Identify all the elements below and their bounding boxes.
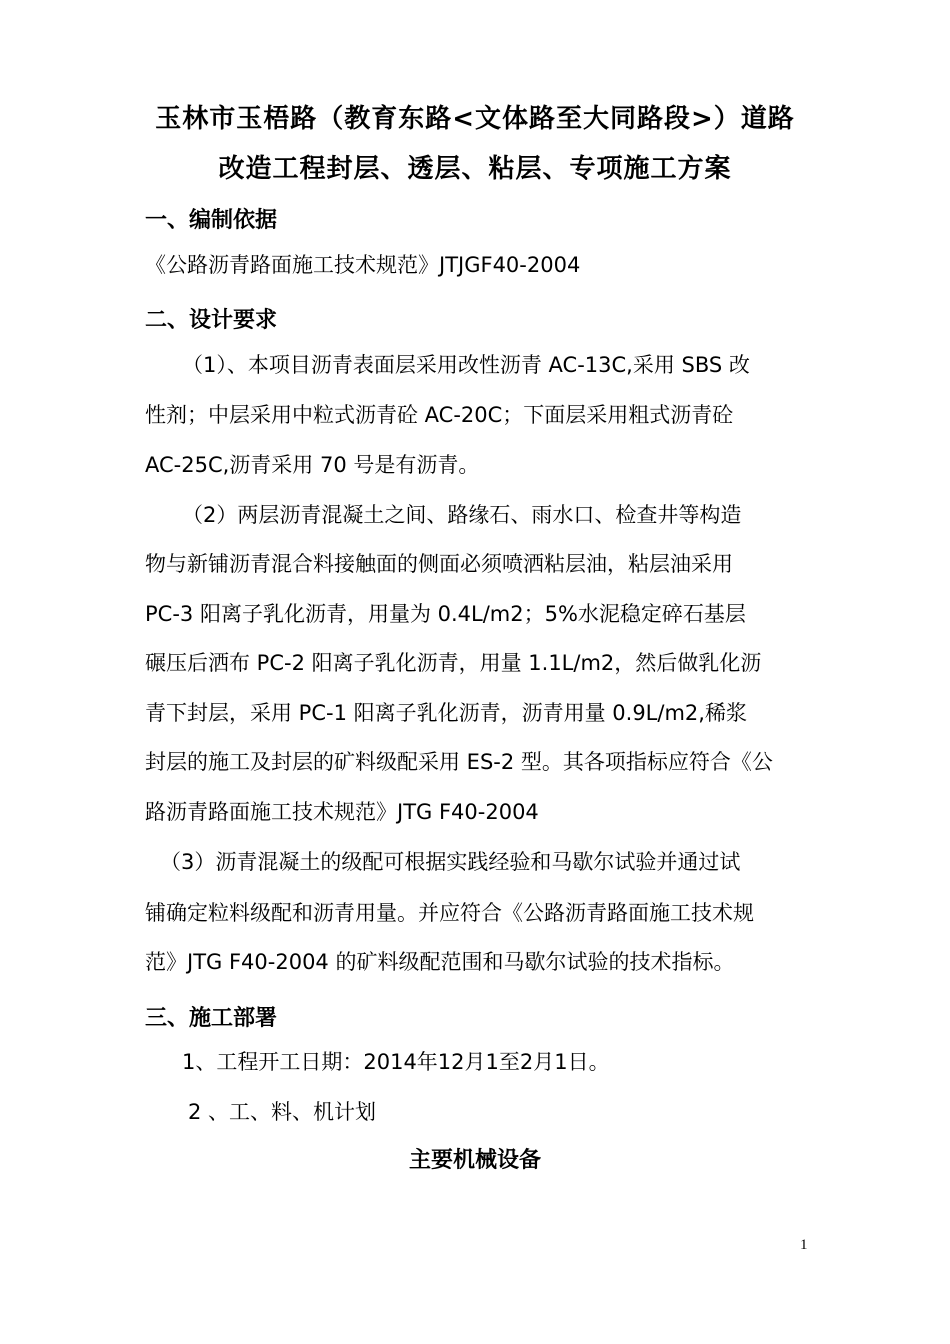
paragraph-line: AC-25C,沥青采用 70 号是有沥青。 — [145, 453, 480, 477]
paragraph-line: 范》JTG F40-2004 的矿料级配范围和马歇尔试验的技术指标。 — [145, 950, 735, 974]
list-item: 1、工程开工日期：2014年12月1至2月1日。 — [182, 1050, 610, 1074]
list-item: 2 、工、料、机计划 — [188, 1100, 377, 1124]
section-heading-basis: 一、编制依据 — [145, 208, 278, 233]
paragraph-line: （1）、本项目沥青表面层采用改性沥青 AC-13C,采用 SBS 改 — [182, 353, 750, 377]
paragraph-line: PC-3 阳离子乳化沥青，用量为 0.4L/m2；5%水泥稳定碎石基层 — [145, 602, 746, 626]
paragraph-line: 封层的施工及封层的矿料级配采用 ES-2 型。其各项指标应符合《公 — [145, 750, 773, 774]
paragraph-line: 青下封层，采用 PC-1 阳离子乳化沥青，沥青用量 0.9L/m2,稀浆 — [145, 701, 747, 725]
paragraph-line: 性剂；中层采用中粒式沥青砼 AC-20C；下面层采用粗式沥青砼 — [145, 403, 734, 427]
paragraph-line: 路沥青路面施工技术规范》JTG F40-2004 — [145, 800, 539, 824]
page-number: 1 — [800, 1237, 808, 1253]
paragraph-line: 物与新铺沥青混合料接触面的侧面必须喷洒粘层油，粘层油采用 — [145, 552, 733, 576]
reference-standard: 《公路沥青路面施工技术规范》JTJGF40-2004 — [145, 253, 581, 277]
paragraph-line: 碾压后洒布 PC-2 阳离子乳化沥青，用量 1.1L/m2，然后做乳化沥 — [145, 651, 762, 675]
document-title-line-1: 玉林市玉梧路（教育东路<文体路至大同路段>）道路 — [155, 104, 795, 134]
paragraph-line: （3）沥青混凝土的级配可根据实践经验和马歇尔试验并通过试 — [160, 850, 741, 874]
subtitle-main-machinery: 主要机械设备 — [408, 1148, 541, 1173]
paragraph-line: 铺确定粒料级配和沥青用量。并应符合《公路沥青路面施工技术规 — [145, 901, 754, 925]
section-heading-construction-plan: 三、施工部署 — [145, 1006, 278, 1031]
section-heading-design-requirements: 二、设计要求 — [145, 308, 278, 333]
document-title-line-2: 改造工程封层、透层、粘层、专项施工方案 — [218, 154, 732, 184]
paragraph-line: （2）两层沥青混凝土之间、路缘石、雨水口、检查井等构造 — [182, 503, 742, 527]
